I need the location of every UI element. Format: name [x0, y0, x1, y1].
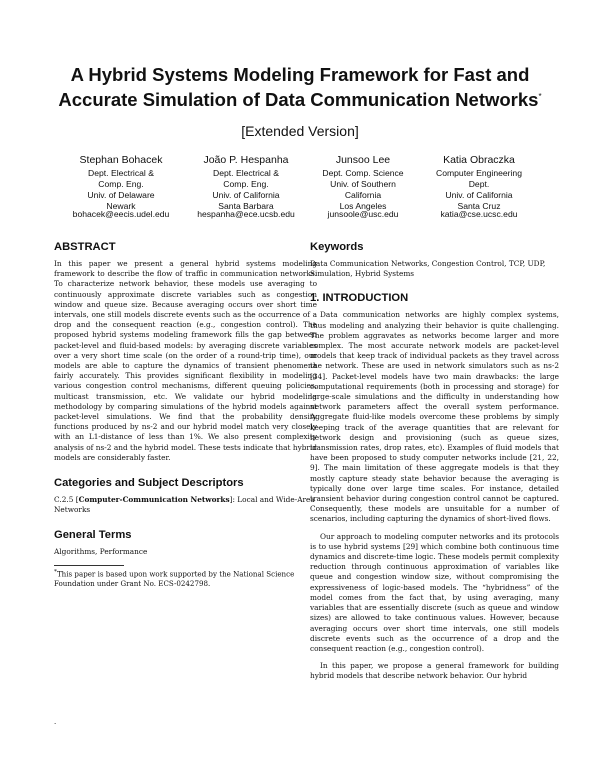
categories-text: [54, 495, 317, 515]
title-line-1: A Hybrid Systems Modeling Framework for Fast and: [70, 64, 530, 85]
author-block: [56, 153, 186, 219]
introduction-paragraph: Data communication networks are highly complex systems, thus modeling and analyzing their behavior is quite challenging. The problem aggravates as networks become larger and more complex. The most accurate network models are packet-level models that keep track of individual packets as they travel across the network. These are used in network simulators such as ns-2 [34]. Packet-level models have two main drawbacks: the large computational requirements (both in processing and storage) for large-scale simulations and the difficulty in understanding how network parameters affect the overall system performance. Aggregate fluid-like models overcome these problems by simply keeping track of the average quantities that are relevant for network design and provisioning (such as queue sizes, transmission rates, drop rates, etc). Examples of fluid models that have been proposed to study computer networks include [21, 22, 9]. The main limitation of these aggregate models is that they mostly capture steady state behavior because the averaging is typically done over large time scales. For instance, detailed transient behavior during congestion control cannot be captured. Consequently, these models are unsuitable for a number of scenarios, including capturing the dynamics of short-lived flows.: [310, 310, 559, 524]
author-name: Junsoo Lee: [335, 154, 391, 166]
author-affiliation-line: Computer Engineering: [436, 168, 522, 178]
author-name: Stephan Bohacek: [79, 154, 163, 166]
categories-heading: Categories and Subject Descriptors: [54, 477, 244, 490]
abstract-heading: ABSTRACT: [54, 241, 116, 253]
footer-mark: .: [54, 718, 57, 727]
paper-subtitle: [Extended Version]: [241, 123, 359, 139]
author-affiliation-line: Comp. Eng.: [98, 179, 144, 189]
general-terms-text: Algorithms, Performance: [54, 547, 148, 557]
footnote: [54, 568, 317, 588]
category-open-bracket: [: [75, 495, 79, 505]
introduction-paragraph: Our approach to modeling computer networks and its protocols is to use hybrid systems [29] which combine both continuous time dynamics and discrete-time logic. These models permit complexity reduction through continuous approximation of variables like queue and congestion window size, without compromising the expressiveness of logic-based models. The “hybridness” of the model comes from the fact that, by using averaging, many variables that are essentially discrete (such as queue and window sizes) are allowed to take continuous values. However, because averaging occurs over short time intervals, one still models discrete events such as the occurrence of a drop and the consequent reaction (e.g., congestion control).: [310, 531, 559, 653]
author-affiliation-line: Los Angeles: [339, 201, 387, 211]
author-affiliation-line: Dept.: [468, 179, 490, 189]
title-line-2: Accurate Simulation of Data Communication Networks: [58, 89, 539, 111]
author-block: [181, 153, 311, 219]
paper-title: [40, 64, 560, 111]
author-affiliation-line: Univ. of Southern: [330, 179, 396, 189]
author-affiliation-line: Santa Barbara: [218, 201, 274, 211]
author-affiliation-line: California: [344, 190, 382, 200]
author-name: João P. Hespanha: [203, 154, 289, 166]
author-block: [414, 153, 544, 219]
author-block: [298, 153, 428, 219]
footnote-rule: [54, 565, 124, 566]
author-affiliation-line: Santa Cruz: [457, 201, 501, 211]
category-code: C.2.5: [54, 495, 74, 505]
author-affiliation-line: Comp. Eng.: [223, 179, 269, 189]
author-email: junsoole@usc.edu: [327, 209, 399, 219]
author-affiliation-line: Univ. of California: [445, 190, 513, 200]
category-rest: ]: Local and Wide-Area Networks: [54, 495, 315, 515]
keywords-heading: Keywords: [310, 241, 364, 253]
author-affiliation-line: Newark: [106, 201, 136, 211]
author-email: katia@cse.ucsc.edu: [440, 209, 518, 219]
author-affiliation-line: Dept. Electrical &: [213, 168, 279, 178]
author-affiliation-line: Univ. of Delaware: [87, 190, 155, 200]
category-name: Computer-Communication Networks: [78, 495, 230, 505]
abstract-text: In this paper we present a general hybrid systems modeling framework to describe the flow of traffic in communication networks. To characterize network behavior, these models use averaging to continuously approximate discrete variables such as congestion window and queue size. Because averaging occurs over short time intervals, one still models discrete events such as the occurrence of a drop and the consequent reaction (e.g., congestion control). The proposed hybrid systems modeling framework fills the gap between packet-level and fluid-based models: by averaging discrete variables over a very short time scale (on the order of a round-trip time), our models are able to capture the dynamics of transient phenomena fairly accurately. This provides significant flexibility in modeling various congestion control mechanisms, different queuing policies, multicast transmission, etc. We validate our hybrid modeling methodology by comparing simulations of the hybrid models against packet-level simulations. We find that the probability density functions produced by ns-2 and our hybrid model match very closely with an L1-distance of less than 1%. We also present complexity analysis of ns-2 and the hybrid model. These tests indicate that hybrid models are considerably faster.: [54, 259, 317, 462]
author-email: hespanha@ece.ucsb.edu: [197, 209, 295, 219]
introduction-heading: 1. INTRODUCTION: [310, 292, 409, 305]
general-terms-heading: General Terms: [54, 529, 132, 542]
author-name: Katia Obraczka: [443, 154, 515, 166]
right-column: [310, 240, 559, 682]
left-column: [54, 240, 317, 726]
footnote-text: This paper is based upon work supported by the National Science Foundation under Grant No. ECS-0242798.: [54, 569, 295, 588]
keywords-text: Data Communication Networks, Congestion Control, TCP, UDP, Simulation, Hybrid Systems: [310, 259, 546, 279]
footnote-mark: *: [54, 568, 57, 575]
title-footnote-mark: *: [538, 92, 542, 101]
author-affiliation-line: Univ. of California: [212, 190, 280, 200]
introduction-paragraph: In this paper, we propose a general framework for building hybrid models that describe network behavior. Our hybrid: [310, 661, 559, 681]
author-email: bohacek@eecis.udel.edu: [72, 209, 170, 219]
author-affiliation-line: Dept. Comp. Science: [322, 168, 404, 178]
author-affiliation-line: Dept. Electrical &: [88, 168, 154, 178]
